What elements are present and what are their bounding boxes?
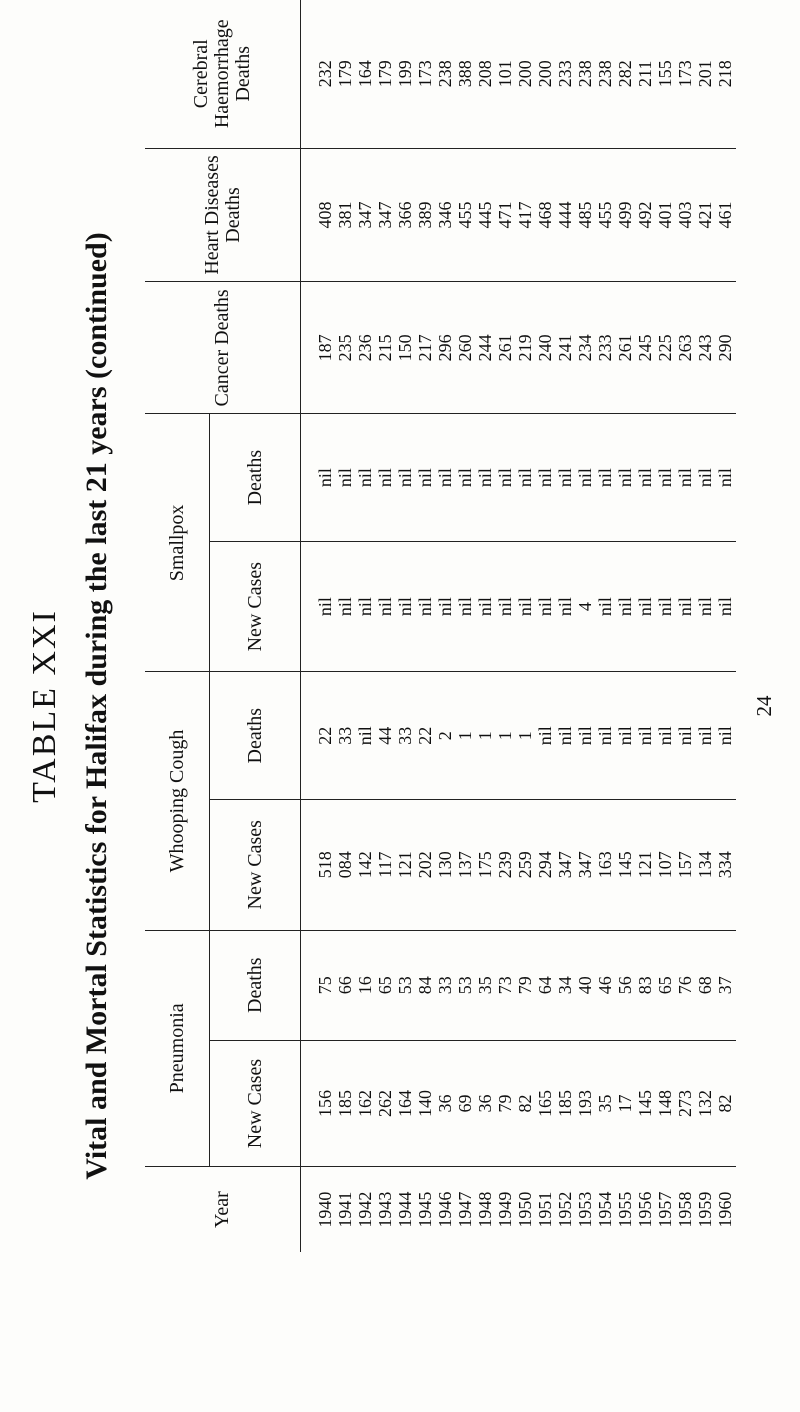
cell-sp-new: nil	[495, 597, 515, 617]
cell-cancer: 225	[655, 334, 675, 362]
cell-year: 1948	[475, 1191, 495, 1228]
cell-pn-new: 185	[555, 1090, 575, 1118]
cell-pn-deaths: 53	[455, 976, 475, 995]
cell-pn-new: 36	[475, 1094, 495, 1113]
cell-wc-new: 347	[575, 851, 595, 879]
cell-cancer: 290	[715, 334, 735, 362]
cell-heart: 445	[475, 201, 495, 229]
cell-sp-deaths: nil	[515, 468, 535, 488]
cell-pn-deaths: 37	[715, 976, 735, 995]
cell-sp-deaths: nil	[595, 468, 615, 488]
cell-pn-deaths: 33	[435, 976, 455, 995]
cancer-deaths-column	[301, 282, 737, 414]
cell-year: 1942	[355, 1191, 375, 1228]
cell-sp-new: nil	[595, 597, 615, 617]
cell-sp-new: nil	[395, 597, 415, 617]
cell-pn-new: 193	[575, 1090, 595, 1118]
cell-wc-deaths: nil	[635, 726, 655, 746]
cell-wc-deaths: 33	[335, 726, 355, 745]
header-cerebral-haemorrhage-deaths: Cerebral Haemorrhage Deaths	[145, 0, 301, 148]
whooping-new-cases-column	[301, 799, 737, 930]
cell-pn-new: 145	[635, 1090, 655, 1118]
cell-pn-new: 140	[415, 1090, 435, 1118]
cell-year: 1953	[575, 1191, 595, 1228]
header-pneumonia-new-cases: New Cases	[210, 1040, 301, 1166]
cell-wc-new: 134	[695, 851, 715, 879]
cell-wc-deaths: 1	[515, 731, 535, 741]
cell-cancer: 187	[315, 334, 335, 362]
cell-wc-new: 137	[455, 851, 475, 879]
cell-wc-new: 117	[375, 851, 395, 878]
cell-wc-new: 259	[515, 851, 535, 879]
cell-sp-new: nil	[435, 597, 455, 617]
cell-sp-new: nil	[455, 597, 475, 617]
cell-year: 1954	[595, 1191, 615, 1228]
cell-pn-new: 165	[535, 1090, 555, 1118]
whooping-deaths-column	[301, 672, 737, 800]
header-whooping-new-cases: New Cases	[210, 799, 301, 930]
cell-sp-deaths: nil	[435, 468, 455, 488]
cell-sp-deaths: nil	[335, 468, 355, 488]
cell-sp-deaths: nil	[535, 468, 555, 488]
cell-sp-new: nil	[655, 597, 675, 617]
cell-sp-deaths: nil	[555, 468, 575, 488]
cell-heart: 468	[535, 201, 555, 229]
cell-wc-deaths: nil	[575, 726, 595, 746]
cell-cerebral: 179	[375, 60, 395, 88]
header-pneumonia-deaths: Deaths	[210, 930, 301, 1040]
cell-year: 1955	[615, 1191, 635, 1228]
cell-wc-deaths: nil	[535, 726, 555, 746]
cell-cancer: 243	[695, 334, 715, 362]
cell-pn-new: 273	[675, 1090, 695, 1118]
cell-pn-deaths: 83	[635, 976, 655, 995]
cell-wc-new: 121	[635, 851, 655, 879]
cell-cerebral: 200	[535, 60, 555, 88]
cell-heart: 346	[435, 201, 455, 229]
cell-cerebral: 173	[415, 60, 435, 88]
cell-year: 1956	[635, 1191, 655, 1228]
cell-sp-deaths: nil	[635, 468, 655, 488]
cell-year: 1941	[335, 1191, 355, 1228]
cell-wc-deaths: 33	[395, 726, 415, 745]
cell-year: 1960	[715, 1191, 735, 1228]
cell-wc-deaths: 44	[375, 726, 395, 745]
cell-cancer: 233	[595, 334, 615, 362]
cell-pn-new: 156	[315, 1090, 335, 1118]
cell-cancer: 296	[435, 334, 455, 362]
cell-wc-new: 175	[475, 851, 495, 879]
cell-cerebral: 199	[395, 60, 415, 88]
cell-wc-new: 130	[435, 851, 455, 879]
cell-wc-deaths: 22	[415, 726, 435, 745]
cell-heart: 408	[315, 201, 335, 229]
cell-pn-deaths: 35	[475, 976, 495, 995]
cell-sp-new: nil	[415, 597, 435, 617]
smallpox-deaths-column	[301, 414, 737, 542]
cell-pn-deaths: 65	[655, 976, 675, 995]
cell-cancer: 236	[355, 334, 375, 362]
cell-cerebral: 155	[655, 60, 675, 88]
cell-heart: 401	[655, 201, 675, 229]
cell-wc-new: 202	[415, 851, 435, 879]
cell-pn-deaths: 64	[535, 976, 555, 995]
cell-year: 1951	[535, 1191, 555, 1228]
cell-cancer: 217	[415, 334, 435, 362]
cell-year: 1945	[415, 1191, 435, 1228]
cell-wc-deaths: nil	[595, 726, 615, 746]
table-title: Vital and Mortal Statistics for Halifax during the last 21 years (continued)	[80, 232, 113, 1180]
cell-pn-deaths: 40	[575, 976, 595, 995]
cell-heart: 444	[555, 201, 575, 229]
cell-cerebral: 238	[435, 60, 455, 88]
cell-sp-new: nil	[695, 597, 715, 617]
cell-sp-new: nil	[515, 597, 535, 617]
header-pneumonia: Pneumonia	[145, 930, 210, 1167]
cell-wc-deaths: nil	[555, 726, 575, 746]
cell-wc-new: 294	[535, 851, 555, 879]
cell-sp-new: nil	[555, 597, 575, 617]
cell-heart: 461	[715, 201, 735, 229]
cell-heart: 347	[355, 201, 375, 229]
cell-sp-deaths: nil	[715, 468, 735, 488]
cell-sp-new: nil	[335, 597, 355, 617]
cell-pn-new: 36	[435, 1094, 455, 1113]
cell-cerebral: 211	[635, 60, 655, 87]
cell-cancer: 245	[635, 334, 655, 362]
cell-cerebral: 218	[715, 60, 735, 88]
cell-sp-new: nil	[535, 597, 555, 617]
cell-heart: 389	[415, 201, 435, 229]
cell-pn-new: 164	[395, 1090, 415, 1118]
cell-pn-deaths: 46	[595, 976, 615, 995]
cell-pn-new: 82	[515, 1094, 535, 1113]
cell-wc-deaths: nil	[355, 726, 375, 746]
cell-cancer: 150	[395, 334, 415, 362]
cell-pn-new: 82	[715, 1094, 735, 1113]
cell-cancer: 241	[555, 334, 575, 362]
cell-wc-deaths: nil	[655, 726, 675, 746]
cell-pn-new: 262	[375, 1090, 395, 1118]
cell-pn-new: 69	[455, 1094, 475, 1113]
cell-sp-new: nil	[675, 597, 695, 617]
cell-year: 1944	[395, 1191, 415, 1228]
cell-heart: 347	[375, 201, 395, 229]
cell-heart: 366	[395, 201, 415, 229]
cell-wc-new: 163	[595, 851, 615, 879]
cell-heart: 403	[675, 201, 695, 229]
cell-pn-deaths: 68	[695, 976, 715, 995]
cell-pn-deaths: 75	[315, 976, 335, 995]
cell-cancer: 215	[375, 334, 395, 362]
header-whooping-deaths: Deaths	[210, 672, 301, 800]
cell-wc-deaths: nil	[675, 726, 695, 746]
cell-pn-new: 79	[495, 1094, 515, 1113]
cell-pn-deaths: 79	[515, 976, 535, 995]
cell-sp-new: nil	[715, 597, 735, 617]
cell-heart: 455	[455, 201, 475, 229]
cell-cerebral: 101	[495, 60, 515, 88]
header-smallpox: Smallpox	[145, 414, 210, 672]
cell-sp-deaths: nil	[475, 468, 495, 488]
cell-cerebral: 208	[475, 60, 495, 88]
cell-cancer: 240	[535, 334, 555, 362]
cell-sp-deaths: nil	[615, 468, 635, 488]
cell-sp-new: nil	[355, 597, 375, 617]
pneumonia-deaths-column	[301, 930, 737, 1040]
cell-pn-deaths: 16	[355, 976, 375, 995]
cell-year: 1940	[315, 1191, 335, 1228]
cell-sp-deaths: nil	[575, 468, 595, 488]
cell-pn-deaths: 66	[335, 976, 355, 995]
cell-wc-new: 518	[315, 851, 335, 879]
cell-sp-new: nil	[315, 597, 335, 617]
cell-pn-deaths: 56	[615, 976, 635, 995]
cell-cerebral: 179	[335, 60, 355, 88]
cell-pn-deaths: 34	[555, 976, 575, 995]
cell-year: 1959	[695, 1191, 715, 1228]
cell-pn-new: 185	[335, 1090, 355, 1118]
cell-wc-deaths: 22	[315, 726, 335, 745]
cell-sp-deaths: nil	[395, 468, 415, 488]
cell-cerebral: 201	[695, 60, 715, 88]
header-smallpox-deaths: Deaths	[210, 414, 301, 542]
cell-wc-new: 084	[335, 851, 355, 879]
cell-cerebral: 173	[675, 60, 695, 88]
cell-wc-deaths: nil	[615, 726, 635, 746]
table-number: TABLE XXI	[26, 609, 63, 803]
cell-cerebral: 233	[555, 60, 575, 88]
cell-pn-deaths: 53	[395, 976, 415, 995]
cell-year: 1958	[675, 1191, 695, 1228]
cell-cerebral: 238	[575, 60, 595, 88]
cell-cerebral: 282	[615, 60, 635, 88]
cell-cancer: 235	[335, 334, 355, 362]
cell-sp-new: nil	[375, 597, 395, 617]
cell-cancer: 219	[515, 334, 535, 362]
cell-sp-deaths: nil	[415, 468, 435, 488]
cell-cancer: 234	[575, 334, 595, 362]
cell-sp-deaths: nil	[455, 468, 475, 488]
cell-sp-new: nil	[475, 597, 495, 617]
cell-pn-new: 17	[615, 1094, 635, 1113]
cell-cancer: 263	[675, 334, 695, 362]
cell-sp-deaths: nil	[695, 468, 715, 488]
cell-sp-new: nil	[635, 597, 655, 617]
cell-pn-new: 148	[655, 1090, 675, 1118]
cell-pn-deaths: 65	[375, 976, 395, 995]
cell-heart: 471	[495, 201, 515, 229]
cell-heart: 455	[595, 201, 615, 229]
header-whooping-cough: Whooping Cough	[145, 672, 210, 930]
cell-cancer: 260	[455, 334, 475, 362]
cell-pn-new: 35	[595, 1094, 615, 1113]
cell-sp-deaths: nil	[375, 468, 395, 488]
cell-wc-deaths: nil	[715, 726, 735, 746]
cell-year: 1947	[455, 1191, 475, 1228]
cell-wc-deaths: 2	[435, 731, 455, 741]
cell-sp-new: 4	[575, 602, 595, 612]
cell-cerebral: 238	[595, 60, 615, 88]
cell-cerebral: 388	[455, 60, 475, 88]
page-number: 24	[752, 695, 776, 717]
cell-year: 1949	[495, 1191, 515, 1228]
cell-cerebral: 164	[355, 60, 375, 88]
statistics-table	[145, 0, 736, 1252]
cell-cerebral: 200	[515, 60, 535, 88]
header-smallpox-new-cases: New Cases	[210, 541, 301, 672]
cell-pn-deaths: 84	[415, 976, 435, 995]
cell-year: 1946	[435, 1191, 455, 1228]
cell-sp-deaths: nil	[655, 468, 675, 488]
cell-heart: 485	[575, 201, 595, 229]
cell-wc-deaths: 1	[475, 731, 495, 741]
cell-cancer: 261	[615, 334, 635, 362]
cell-wc-new: 347	[555, 851, 575, 879]
cell-pn-deaths: 73	[495, 976, 515, 995]
header-heart-diseases-deaths: Heart Diseases Deaths	[145, 148, 301, 282]
cell-heart: 499	[615, 201, 635, 229]
year-column	[301, 1167, 737, 1252]
cell-year: 1943	[375, 1191, 395, 1228]
header-year: Year	[145, 1167, 301, 1252]
cell-wc-new: 121	[395, 851, 415, 879]
cell-wc-deaths: nil	[695, 726, 715, 746]
cell-wc-new: 334	[715, 851, 735, 879]
cell-wc-new: 142	[355, 851, 375, 879]
cell-heart: 421	[695, 201, 715, 229]
smallpox-new-cases-column	[301, 541, 737, 672]
cell-heart: 417	[515, 201, 535, 229]
cell-sp-deaths: nil	[315, 468, 335, 488]
cell-wc-new: 157	[675, 851, 695, 879]
cell-sp-deaths: nil	[675, 468, 695, 488]
cell-wc-deaths: 1	[455, 731, 475, 741]
cerebral-deaths-column	[301, 0, 737, 148]
cell-pn-new: 162	[355, 1090, 375, 1118]
pneumonia-new-cases-column	[301, 1040, 737, 1166]
cell-cerebral: 232	[315, 60, 335, 88]
cell-wc-new: 239	[495, 851, 515, 879]
cell-sp-new: nil	[615, 597, 635, 617]
cell-year: 1952	[555, 1191, 575, 1228]
cell-sp-deaths: nil	[495, 468, 515, 488]
cell-wc-new: 107	[655, 851, 675, 879]
cell-heart: 492	[635, 201, 655, 229]
cell-pn-deaths: 76	[675, 976, 695, 995]
cell-pn-new: 132	[695, 1090, 715, 1118]
cell-year: 1957	[655, 1191, 675, 1228]
cell-year: 1950	[515, 1191, 535, 1228]
cell-cancer: 244	[475, 334, 495, 362]
heart-deaths-column	[301, 148, 737, 282]
cell-wc-deaths: 1	[495, 731, 515, 741]
cell-heart: 381	[335, 201, 355, 229]
cell-sp-deaths: nil	[355, 468, 375, 488]
cell-cancer: 261	[495, 334, 515, 362]
cell-wc-new: 145	[615, 851, 635, 879]
header-cancer-deaths: Cancer Deaths	[145, 282, 301, 414]
